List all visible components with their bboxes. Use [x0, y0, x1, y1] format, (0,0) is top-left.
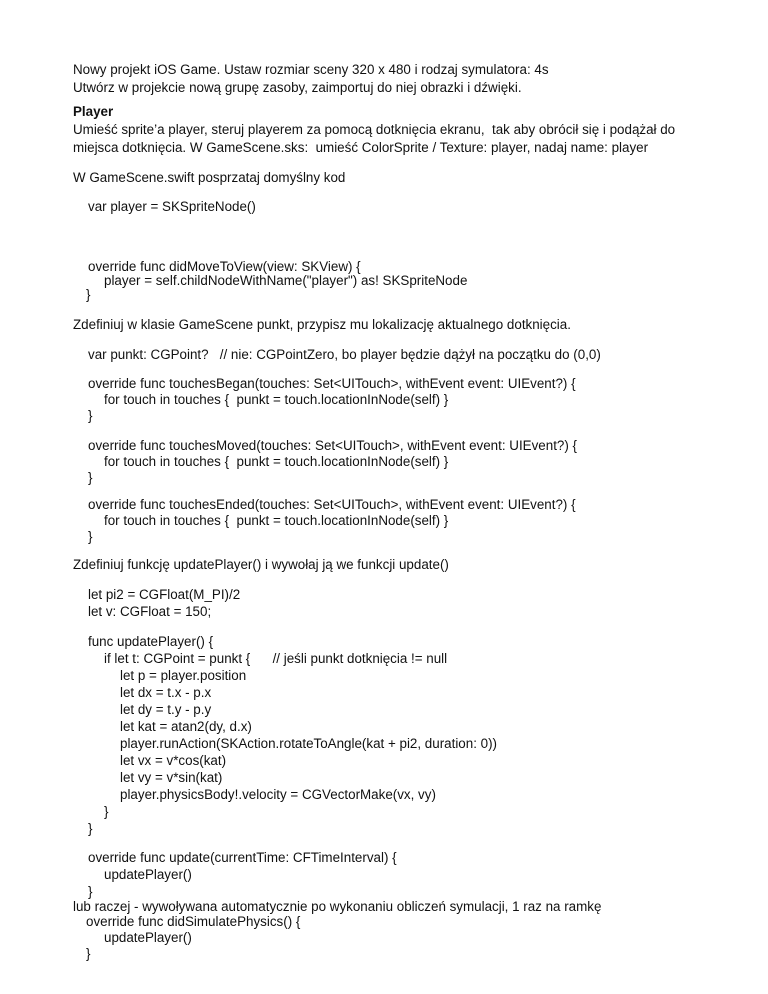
cleanup-text: W GameScene.swift posprzataj domyślny kod — [73, 170, 346, 185]
code-line: } — [88, 408, 93, 423]
code-line: player.physicsBody!.velocity = CGVectorMake(vx, vy) — [120, 787, 436, 802]
define-func-text: Zdefiniuj funkcję updatePlayer() i wywołaj ją we funkcji update() — [73, 557, 449, 572]
code-line: override func touchesEnded(touches: Set<UITouch>, withEvent event: UIEvent?) { — [88, 497, 576, 512]
code-line: } — [88, 529, 93, 544]
code-line: updatePlayer() — [104, 930, 192, 945]
code-line: let dy = t.y - p.y — [120, 702, 212, 717]
code-line: } — [86, 946, 91, 961]
code-line: if let t: CGPoint = punkt { // jeśli punkt dotknięcia != null — [104, 651, 448, 666]
code-line: } — [86, 287, 91, 302]
intro-line-1: Nowy projekt iOS Game. Ustaw rozmiar sceny 320 x 480 i rodzaj symulatora: 4s — [73, 62, 549, 77]
code-line: func updatePlayer() { — [88, 634, 214, 649]
code-line: let p = player.position — [120, 668, 247, 683]
define-point-text: Zdefiniuj w klasie GameScene punkt, przypisz mu lokalizację aktualnego dotknięcia. — [73, 317, 571, 332]
code-line: override func touchesBegan(touches: Set<UITouch>, withEvent event: UIEvent?) { — [88, 376, 576, 391]
code-line: let vy = v*sin(kat) — [120, 770, 223, 785]
player-text-line-1: Umieść sprite’a player, steruj playerem za pomocą dotknięcia ekranu, tak aby obrócił się i podążał do — [73, 122, 676, 137]
code-line: } — [88, 821, 93, 836]
player-heading: Player — [73, 104, 114, 119]
code-line: override func touchesMoved(touches: Set<UITouch>, withEvent event: UIEvent?) { — [88, 438, 578, 453]
code-line: override func update(currentTime: CFTimeInterval) { — [88, 850, 397, 865]
player-text-line-2: miejsca dotknięcia. W GameScene.sks: umieść ColorSprite / Texture: player, nadaj name: player — [73, 140, 649, 155]
alt-text: lub raczej - wywoływana automatycznie po wykonaniu obliczeń symulacji, 1 raz na ramkę — [73, 899, 602, 914]
code-line: let kat = atan2(dy, d.x) — [120, 719, 252, 734]
code-line: for touch in touches { punkt = touch.locationInNode(self) } — [104, 392, 449, 407]
code-line: let v: CGFloat = 150; — [88, 604, 212, 619]
code-line: } — [104, 804, 109, 819]
code-line: let dx = t.x - p.x — [120, 685, 212, 700]
code-line: var punkt: CGPoint? // nie: CGPointZero, bo player będzie dążył na początku do (0,0) — [88, 347, 601, 362]
intro-line-2: Utwórz w projekcie nową grupę zasoby, zaimportuj do niej obrazki i dźwięki. — [73, 80, 522, 95]
code-line: } — [88, 884, 93, 899]
code-line: for touch in touches { punkt = touch.locationInNode(self) } — [104, 513, 449, 528]
code-line: var player = SKSpriteNode() — [88, 199, 256, 214]
code-line: for touch in touches { punkt = touch.locationInNode(self) } — [104, 454, 449, 469]
code-line: override func didMoveToView(view: SKView) { — [88, 259, 361, 274]
code-line: } — [88, 470, 93, 485]
code-line: player.runAction(SKAction.rotateToAngle(kat + pi2, duration: 0)) — [120, 736, 498, 751]
code-line: updatePlayer() — [104, 867, 192, 882]
code-line: override func didSimulatePhysics() { — [86, 914, 301, 929]
code-line: let pi2 = CGFloat(M_PI)/2 — [88, 587, 241, 602]
code-line: player = self.childNodeWithName("player") as! SKSpriteNode — [104, 273, 468, 288]
code-line: let vx = v*cos(kat) — [120, 753, 227, 768]
